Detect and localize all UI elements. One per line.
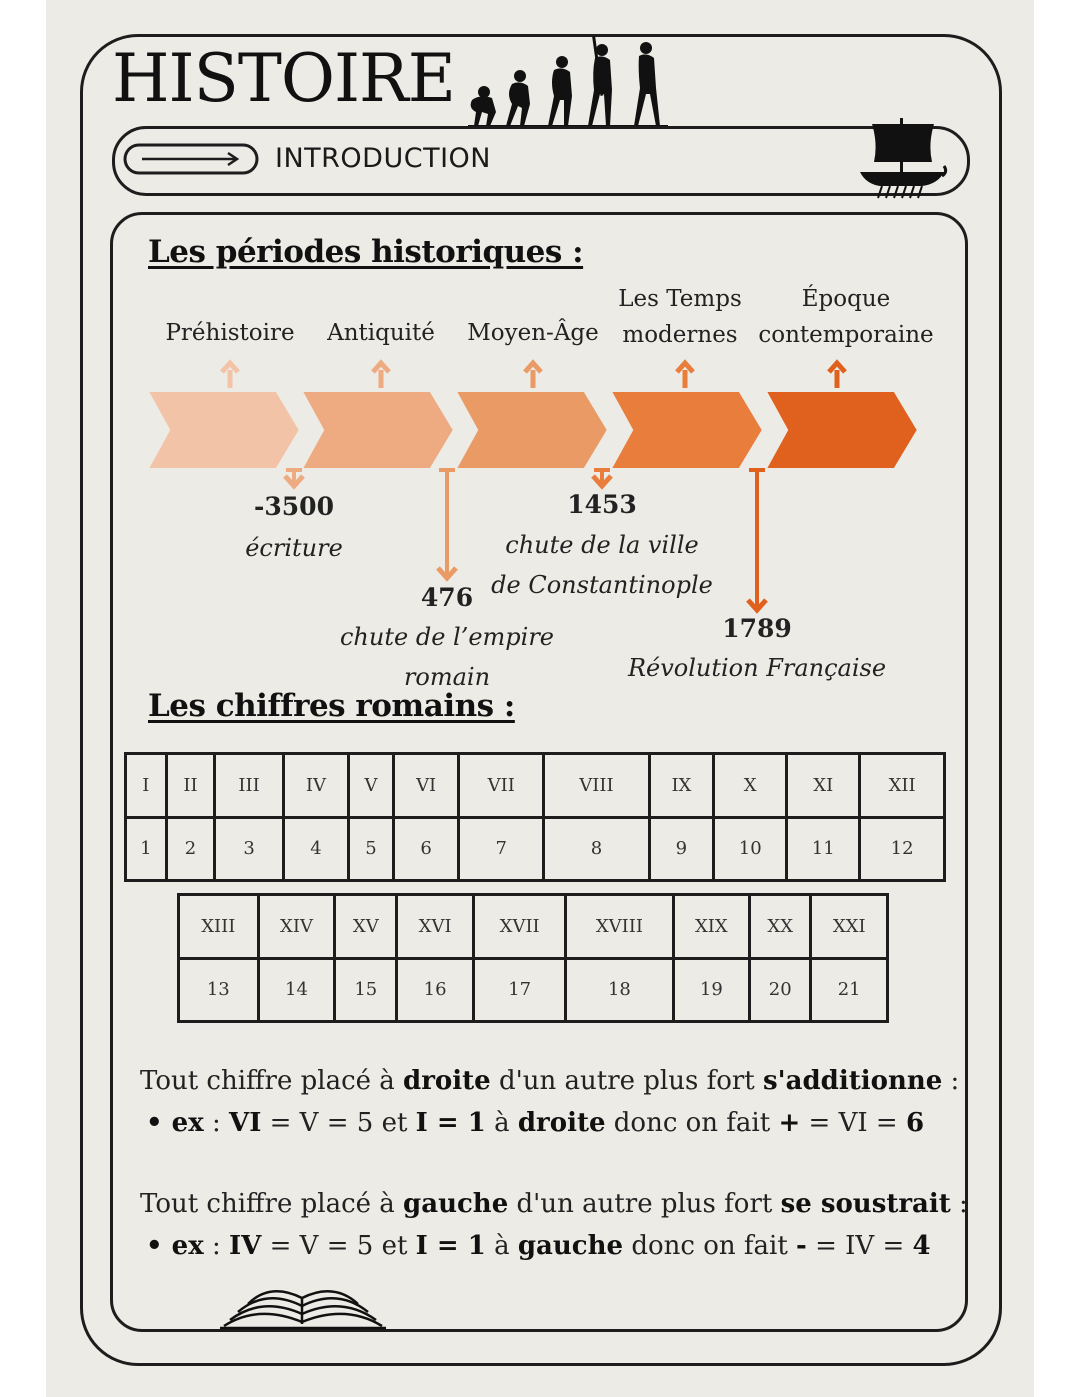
- event-chute-empire-line2: romain: [403, 663, 491, 691]
- arabic-number-cell: 7: [459, 817, 544, 881]
- event-ecriture: écriture: [245, 534, 343, 562]
- arabic-number-cell: 21: [811, 958, 888, 1022]
- roman-numeral-cell: XIX: [673, 895, 750, 959]
- roman-numeral-cell: XVII: [474, 895, 566, 959]
- roman-numeral-cell: XVI: [397, 895, 474, 959]
- rule-subtraction: Tout chiffre placé à gauche d'un autre plus fort se soustrait :: [140, 1189, 968, 1219]
- period-chevron: [764, 390, 919, 470]
- ship-icon: [858, 114, 948, 202]
- event-pointer-arrow: [285, 470, 303, 486]
- period-temps-modernes-line1: Les Temps: [618, 286, 742, 312]
- page-title: HISTOIRE: [112, 40, 455, 117]
- period-moyen-age: Moyen-Âge: [467, 320, 599, 346]
- arabic-number-cell: 3: [215, 817, 284, 881]
- roman-numeral-cell: XVIII: [566, 895, 673, 959]
- period-prehistoire: Préhistoire: [165, 320, 295, 346]
- arabic-number-cell: 19: [673, 958, 750, 1022]
- event-pointer-arrow: [438, 470, 456, 578]
- event-pointer-arrow: [593, 470, 611, 486]
- arrow-right-icon: [122, 142, 264, 176]
- human-evolution-icon: [462, 34, 674, 128]
- roman-table-2: [177, 893, 889, 1023]
- roman-numeral-cell: VIII: [544, 754, 649, 818]
- event-constantinople-line2: de Constantinople: [491, 571, 713, 599]
- arabic-number-cell: 16: [397, 958, 474, 1022]
- arabic-row: [126, 817, 945, 881]
- roman-numeral-cell: XV: [335, 895, 397, 959]
- roman-numeral-cell: XIII: [179, 895, 259, 959]
- rule-addition: Tout chiffre placé à droite d'un autre plus fort s'additionne :: [140, 1066, 960, 1096]
- roman-numeral-cell: IV: [283, 754, 348, 818]
- event-year-476: 476: [420, 583, 474, 612]
- roman-numeral-cell: V: [348, 754, 393, 818]
- period-pointer-arrow: [525, 363, 541, 388]
- roman-numeral-cell: XX: [750, 895, 811, 959]
- arabic-number-cell: 15: [335, 958, 397, 1022]
- event-constantinople-line1: chute de la ville: [505, 531, 699, 559]
- periods-heading: Les périodes historiques :: [148, 234, 584, 270]
- roman-numeral-cell: VI: [394, 754, 459, 818]
- arabic-number-cell: 5: [348, 817, 393, 881]
- roman-numeral-cell: II: [166, 754, 215, 818]
- period-contemporaine-line2: contemporaine: [758, 322, 934, 348]
- period-pointer-arrow: [373, 363, 389, 388]
- section-subtitle: INTRODUCTION: [275, 143, 491, 174]
- event-chute-empire-line1: chute de l’empire: [339, 623, 555, 651]
- roman-row: [126, 754, 945, 818]
- period-chevron: [454, 390, 609, 470]
- arabic-number-cell: 20: [750, 958, 811, 1022]
- arabic-number-cell: 9: [649, 817, 714, 881]
- roman-table-1: [124, 752, 946, 882]
- arabic-number-cell: 17: [474, 958, 566, 1022]
- period-temps-modernes-line2: modernes: [622, 322, 738, 348]
- period-antiquite: Antiquité: [327, 320, 435, 346]
- event-revolution: Révolution Française: [627, 654, 887, 682]
- arabic-number-cell: 14: [258, 958, 335, 1022]
- event-year-1789: 1789: [722, 614, 792, 643]
- roman-numeral-cell: X: [714, 754, 787, 818]
- arabic-number-cell: 8: [544, 817, 649, 881]
- arabic-row: [179, 958, 888, 1022]
- period-chevron: [609, 390, 764, 470]
- period-pointer-arrow: [829, 363, 845, 388]
- arabic-number-cell: 11: [787, 817, 860, 881]
- open-book-icon: [218, 1274, 388, 1330]
- arabic-number-cell: 4: [283, 817, 348, 881]
- period-pointer-arrow: [222, 363, 238, 388]
- arabic-number-cell: 12: [860, 817, 945, 881]
- roman-numeral-cell: XII: [860, 754, 945, 818]
- arabic-number-cell: 6: [394, 817, 459, 881]
- roman-row: [179, 895, 888, 959]
- roman-numeral-cell: IX: [649, 754, 714, 818]
- period-chevron: [300, 390, 455, 470]
- roman-numeral-cell: XI: [787, 754, 860, 818]
- arabic-number-cell: 18: [566, 958, 673, 1022]
- roman-numeral-cell: III: [215, 754, 284, 818]
- roman-numeral-cell: XIV: [258, 895, 335, 959]
- rule-subtraction-example: • ex : IV = V = 5 et I = 1 à gauche donc on fait - = IV = 4: [146, 1231, 931, 1261]
- rule-addition-example: • ex : VI = V = 5 et I = 1 à droite donc on fait + = VI = 6: [146, 1108, 925, 1138]
- arabic-number-cell: 2: [166, 817, 215, 881]
- roman-numeral-cell: XXI: [811, 895, 888, 959]
- event-year-1453: 1453: [567, 490, 637, 519]
- event-pointer-arrow: [748, 470, 766, 610]
- arabic-number-cell: 10: [714, 817, 787, 881]
- period-contemporaine-line1: Époque: [801, 286, 891, 312]
- event-year-3500: -3500: [254, 492, 334, 521]
- numerals-heading: Les chiffres romains :: [148, 688, 515, 724]
- arabic-number-cell: 13: [179, 958, 259, 1022]
- arabic-number-cell: 1: [126, 817, 167, 881]
- period-pointer-arrow: [677, 363, 693, 388]
- roman-numeral-cell: I: [126, 754, 167, 818]
- period-chevron: [146, 390, 301, 470]
- roman-numeral-cell: VII: [459, 754, 544, 818]
